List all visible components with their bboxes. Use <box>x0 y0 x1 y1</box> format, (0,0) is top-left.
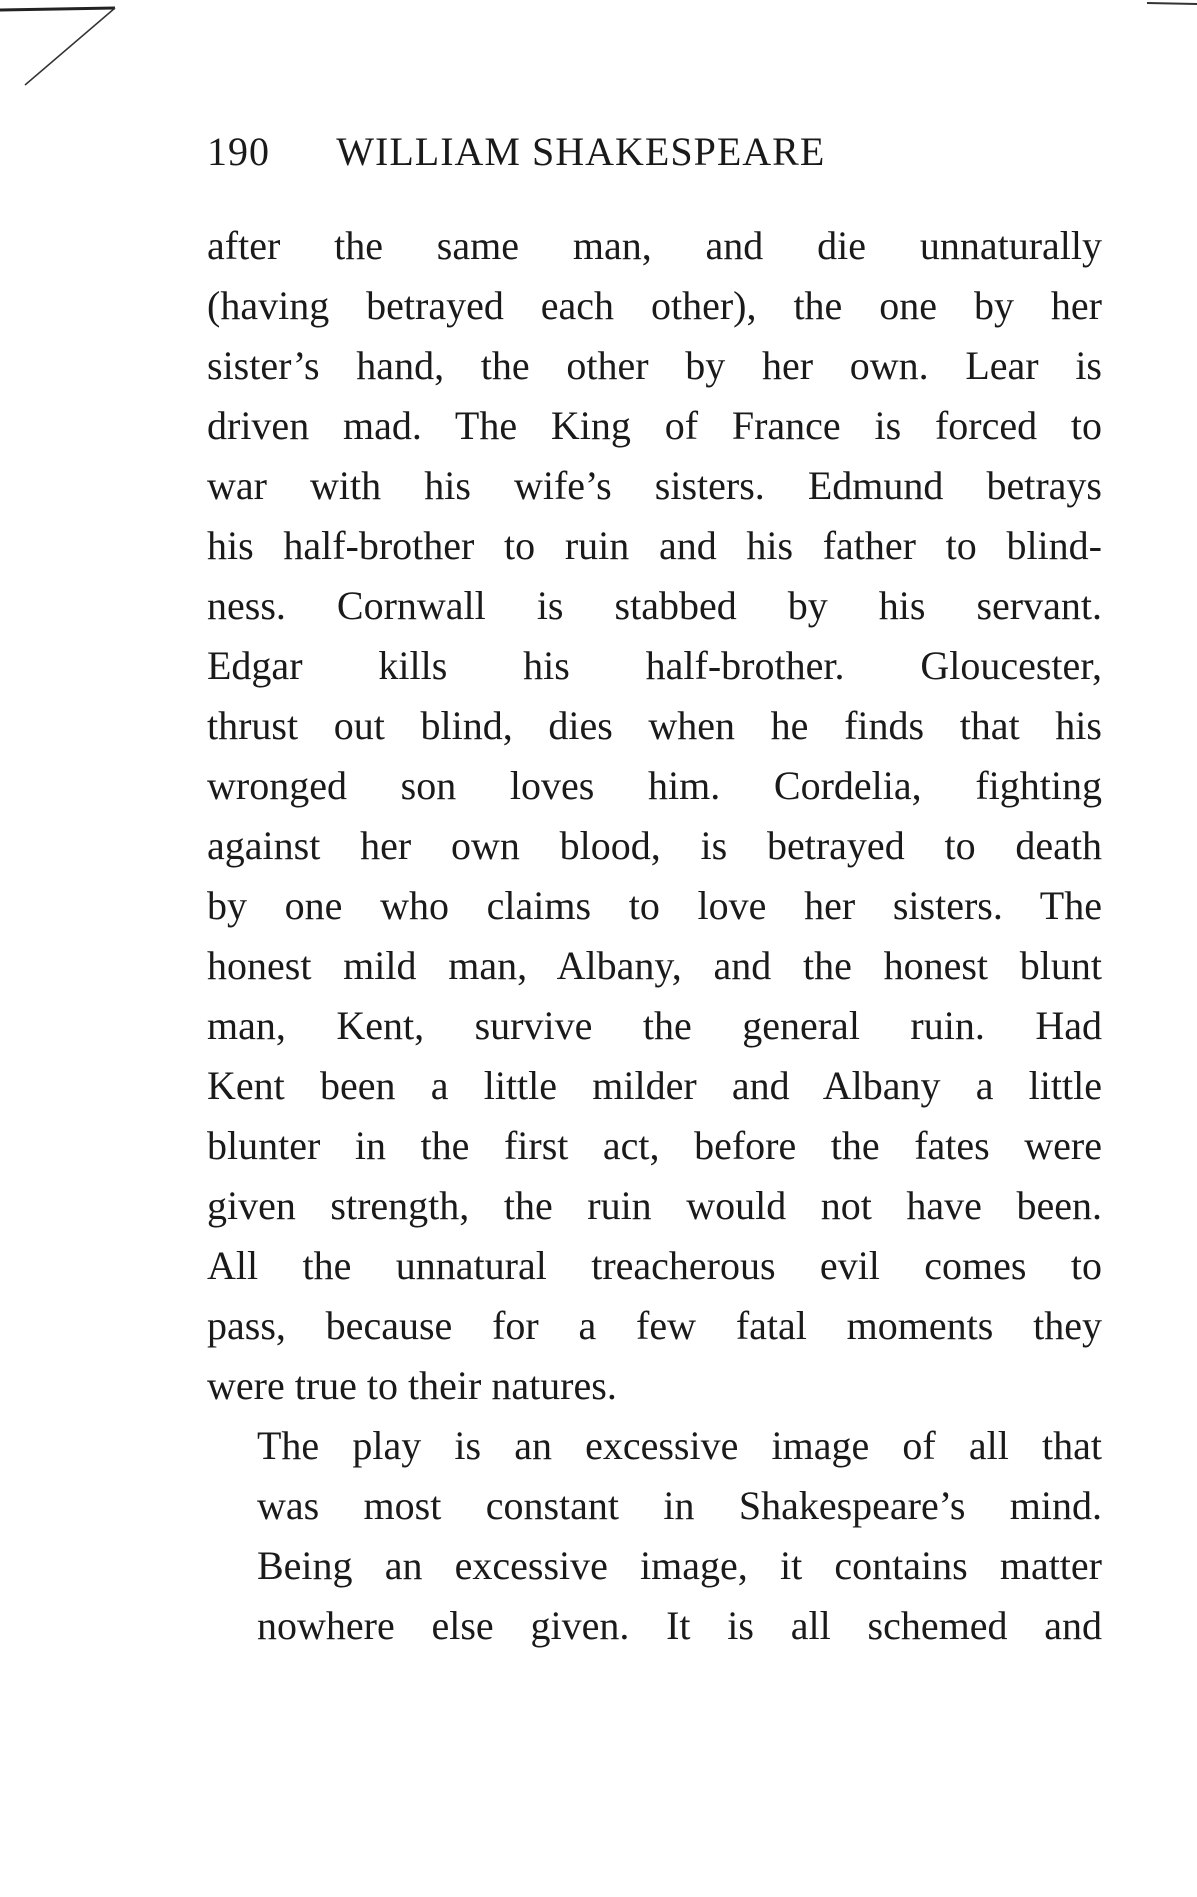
text-line: thrust out blind, dies when he finds that his <box>207 703 1102 748</box>
text-line: The play is an excessive image of all that <box>257 1423 1102 1468</box>
text-line: blunter in the first act, before the fates were <box>207 1123 1102 1168</box>
text-line: nowhere else given. It is all schemed and <box>257 1603 1102 1648</box>
running-title: WILLIAM SHAKESPEARE <box>336 129 826 174</box>
text-line: wronged son loves him. Cordelia, fighting <box>207 763 1102 808</box>
text-line: All the unnatural treacherous evil comes to <box>207 1243 1102 1288</box>
text-line: Being an excessive image, it contains matter <box>257 1543 1102 1588</box>
text-line: after the same man, and die unnaturally <box>207 223 1102 268</box>
text-line: (having betrayed each other), the one by her <box>207 283 1102 328</box>
text-line: driven mad. The King of France is forced to <box>207 403 1102 448</box>
text-line: honest mild man, Albany, and the honest blunt <box>207 943 1102 988</box>
paragraph-1 <box>207 216 1102 1416</box>
text-line: ness. Cornwall is stabbed by his servant. <box>207 583 1102 628</box>
text-line: man, Kent, survive the general ruin. Had <box>207 1003 1102 1048</box>
text-line: was most constant in Shakespeare’s mind. <box>257 1483 1102 1528</box>
text-line: Edgar kills his half-brother. Gloucester, <box>207 643 1102 688</box>
page-number: 190 <box>207 129 270 174</box>
body-text <box>207 216 1102 1656</box>
text-line: Kent been a little milder and Albany a little <box>207 1063 1102 1108</box>
text-line: pass, because for a few fatal moments they <box>207 1303 1102 1348</box>
text-line: war with his wife’s sisters. Edmund betrays <box>207 463 1102 508</box>
text-line: were true to their natures. <box>207 1363 617 1408</box>
text-line: given strength, the ruin would not have been. <box>207 1183 1102 1228</box>
corner-pen-mark <box>0 0 140 100</box>
text-line: sister’s hand, the other by her own. Lear is <box>207 343 1102 388</box>
text-line: against her own blood, is betrayed to death <box>207 823 1102 868</box>
text-line: his half-brother to ruin and his father to blind- <box>207 523 1102 568</box>
running-header <box>207 128 1107 175</box>
edge-mark <box>1137 0 1197 10</box>
text-line: by one who claims to love her sisters. The <box>207 883 1102 928</box>
paragraph-2 <box>207 1416 1102 1656</box>
